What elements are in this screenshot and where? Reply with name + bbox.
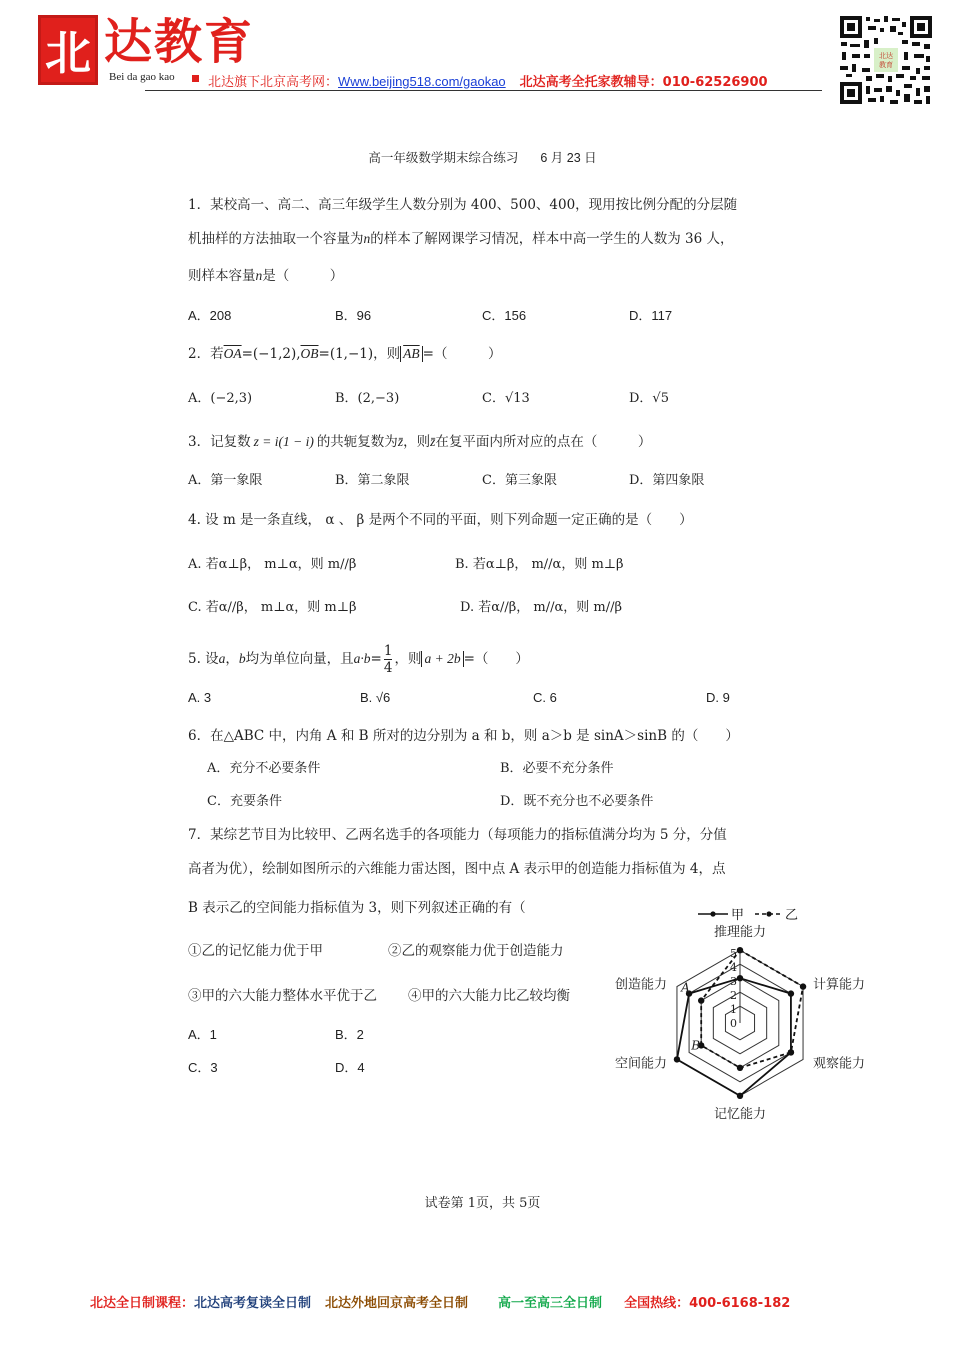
vector-ab: $\overline{AB}$ <box>403 346 420 361</box>
q1-text-c: 则样本容量 <box>188 268 256 284</box>
footer-item-3: 北达外地回京高考全日制 <box>325 1296 469 1311</box>
q1-text-b: 的样本了解网课学习情况，样本中高一学生的人数为 36 人， <box>370 231 734 247</box>
radar-point <box>737 975 743 981</box>
vector-ob: $\overline{OB}$ <box>300 346 319 361</box>
legend-label-jia: 甲 <box>731 908 745 923</box>
title-date: 6 月 23 日 <box>540 151 597 165</box>
logo-char: 北 <box>45 26 91 80</box>
q4-option-b[interactable]: B. 若α⊥β， m//α，则 m⊥β <box>455 557 624 572</box>
q3-option-b[interactable]: B．第二象限 <box>335 473 410 488</box>
q2-stem <box>188 344 501 364</box>
q7-statement-4: ④甲的六大能力比乙较均衡 <box>408 988 570 1004</box>
q1-option-c[interactable]: C．156 <box>482 308 527 323</box>
radar-point <box>800 983 806 989</box>
q3-zbar: z̄ <box>430 434 436 449</box>
q5-option-d[interactable]: D. 9 <box>706 690 730 705</box>
q7-statement-1: ①乙的记忆能力优于甲 <box>188 943 323 959</box>
legend-marker-yi <box>766 911 771 916</box>
q5-text-a: 5. 设 <box>188 651 219 667</box>
q3-option-a[interactable]: A．第一象限 <box>188 473 263 488</box>
doc-title <box>0 148 965 166</box>
q4-option-a[interactable]: A. 若α⊥β， m⊥α，则 m//β <box>188 557 357 572</box>
abs-ab <box>400 346 423 362</box>
q3-zbar: z̄ <box>397 434 404 449</box>
q5-option-b[interactable]: B. √6 <box>360 690 391 705</box>
q3-text-a: 3．记复数 <box>188 434 251 450</box>
q1-option-d[interactable]: D．117 <box>629 308 673 323</box>
q1-line3 <box>188 266 343 286</box>
qr-label-1: 北达 <box>879 52 893 60</box>
radar-point <box>737 947 743 953</box>
logo-text: 达教育 <box>104 14 255 70</box>
radar-tick-label: 0 <box>730 1017 737 1030</box>
fraction-num: 1 <box>383 643 393 659</box>
q2-eq1: =(−1,2), <box>241 346 301 362</box>
q6-option-a[interactable]: A．充分不必要条件 <box>207 761 321 776</box>
footer-ads <box>90 1292 790 1311</box>
q4-stem: 4. 设 m 是一条直线， α 、 β 是两个不同的平面，则下列命题一定正确的是（ ） <box>188 512 693 528</box>
var-n: n <box>255 268 263 283</box>
q3-stem <box>188 432 651 452</box>
header-info <box>208 71 768 90</box>
q3-text-c: ，则 <box>403 434 431 450</box>
radar-axes <box>730 947 740 1030</box>
q2-suffix: =（ ） <box>422 346 502 362</box>
q7-line2: 高者为优），绘制如图所示的六维能力雷达图，图中点 A 表示甲的创造能力指标值为 4，点 <box>188 861 726 877</box>
var-n: n <box>363 231 371 246</box>
title-text: 高一年级数学期末综合练习 <box>368 150 519 165</box>
q7-option-a[interactable]: A．1 <box>188 1027 217 1042</box>
q2-option-a[interactable]: A．(−2,3) <box>188 391 253 406</box>
q2-option-d[interactable]: D．√5 <box>629 391 669 406</box>
q3-text-b: 的共轭复数为 <box>316 434 398 450</box>
q5-option-a[interactable]: A. 3 <box>188 690 212 705</box>
q1-line1: 1．某校高一、高二、高三年级学生人数分别为 400、500、400，现用按比例分配的分层随 <box>188 197 738 213</box>
radar-series-yi <box>701 950 803 1068</box>
radar-tick-label: 4 <box>730 961 737 974</box>
radar-point <box>698 997 704 1003</box>
q2-eq2: =(1,−1)，则 <box>318 346 401 362</box>
q6-stem: 6．在△ABC 中，内角 A 和 B 所对的边分别为 a 和 b，则 a＞b 是 sinA＞sinB 的（ ） <box>188 728 739 744</box>
q6-option-c[interactable]: C．充要条件 <box>207 794 282 809</box>
radar-axis-label: 推理能力 <box>713 925 767 941</box>
radar-point <box>788 990 794 996</box>
footer-item-1: 北达全日制课程： <box>90 1296 195 1311</box>
q7-line1: 7．某综艺节目为比较甲、乙两名选手的各项能力（每项能力的指标值满分均为 5 分，分值 <box>188 827 727 843</box>
vector-b: b <box>238 651 246 666</box>
radar-axis-label: 记忆能力 <box>713 1106 767 1122</box>
q1-text-a: 机抽样的方法抽取一个容量为 <box>188 231 364 247</box>
point-label-b: B <box>691 1038 701 1053</box>
fraction <box>384 643 393 676</box>
q5-abs: a + 2b <box>424 651 461 666</box>
radar-axis-label: 观察能力 <box>813 1056 866 1072</box>
q2-option-c[interactable]: C．√13 <box>482 391 530 406</box>
q1-line2 <box>188 229 734 249</box>
logo-mark <box>38 15 98 85</box>
tutor-label: 北达高考全托家教辅导：010-62526900 <box>519 75 768 90</box>
footer-item-2: 北达高考复读全日制 <box>194 1296 312 1311</box>
bullet-square-icon <box>192 75 199 82</box>
radar-axis-label: 创造能力 <box>614 977 667 993</box>
radar-axis-label: 计算能力 <box>813 977 866 993</box>
q2-prefix: 2．若 <box>188 346 224 362</box>
q5-sep: ， <box>225 651 239 667</box>
qr-label-2: 教育 <box>879 61 893 69</box>
q5-text-c: ，则 <box>394 651 422 667</box>
q7-option-d[interactable]: D．4 <box>335 1060 365 1075</box>
q3-option-d[interactable]: D．第四象限 <box>629 473 705 488</box>
footer-item-4: 高一至高三全日制 <box>498 1296 603 1311</box>
q6-option-b[interactable]: B．必要不充分条件 <box>500 761 614 776</box>
q5-stem <box>188 643 529 676</box>
q1-option-b[interactable]: B．96 <box>335 308 372 323</box>
q3-text-d: 在复平面内所对应的点在（ ） <box>435 434 652 450</box>
radar-point <box>674 1056 680 1062</box>
q6-option-d[interactable]: D．既不充分也不必要条件 <box>500 794 654 809</box>
q3-option-c[interactable]: C．第三象限 <box>482 473 557 488</box>
radar-axis-label: 空间能力 <box>614 1056 667 1072</box>
legend-marker-jia <box>710 911 715 916</box>
vector-oa: $\overline{OA}$ <box>223 346 242 361</box>
radar-point <box>737 1065 743 1071</box>
q2-option-b[interactable]: B．(2,−3) <box>335 391 400 406</box>
logo-pinyin: Bei da gao kao <box>109 71 175 83</box>
header-divider <box>145 90 822 91</box>
q4-option-d[interactable]: D. 若α//β， m//α，则 m//β <box>460 600 623 615</box>
q7-option-b[interactable]: B．2 <box>335 1027 364 1042</box>
radar-tick-label: 3 <box>730 975 737 988</box>
footer-item-5: 全国热线：400-6168-182 <box>624 1296 791 1311</box>
vector-a: a <box>218 651 226 666</box>
radar-point <box>737 1093 743 1099</box>
q5-dot: a·b <box>353 651 371 666</box>
page-number: 试卷第 1页，共 5页 <box>424 1196 541 1211</box>
q7-option-c[interactable]: C．3 <box>188 1060 218 1075</box>
abs-sum <box>421 651 463 667</box>
q1-option-a[interactable]: A．208 <box>188 308 232 323</box>
q1-text-d: 是（ ） <box>262 268 344 284</box>
radar-chart <box>610 898 870 1123</box>
q5-eq: = <box>370 651 382 667</box>
radar-point <box>788 1049 794 1055</box>
q5-option-c[interactable]: C. 6 <box>533 690 557 705</box>
q7-statement-2: ②乙的观察能力优于创造能力 <box>388 943 564 959</box>
q3-formula: z = i(1 − i) <box>253 434 314 449</box>
q5-suffix: =（ ） <box>463 651 529 667</box>
legend-label-yi: 乙 <box>785 908 799 923</box>
site-link[interactable]: Www.beijing518.com/gaokao <box>338 74 506 89</box>
fraction-den: 4 <box>383 660 393 676</box>
q5-text-b: 均为单位向量，且 <box>245 651 354 667</box>
qr-code-icon <box>838 14 934 106</box>
q7-statement-3: ③甲的六大能力整体水平优于乙 <box>188 988 377 1004</box>
radar-tick-label: 2 <box>730 989 737 1002</box>
point-label-a: A <box>681 980 690 995</box>
q7-line3: B 表示乙的空间能力指标值为 3，则下列叙述正确的有（ <box>188 900 526 916</box>
site-label: 北达旗下北京高考网： <box>208 75 339 90</box>
q4-option-c[interactable]: C. 若α//β， m⊥α，则 m⊥β <box>188 600 357 615</box>
radar-tick-label: 5 <box>730 947 737 960</box>
legend <box>698 908 798 923</box>
radar-tick-label: 1 <box>730 1003 737 1016</box>
